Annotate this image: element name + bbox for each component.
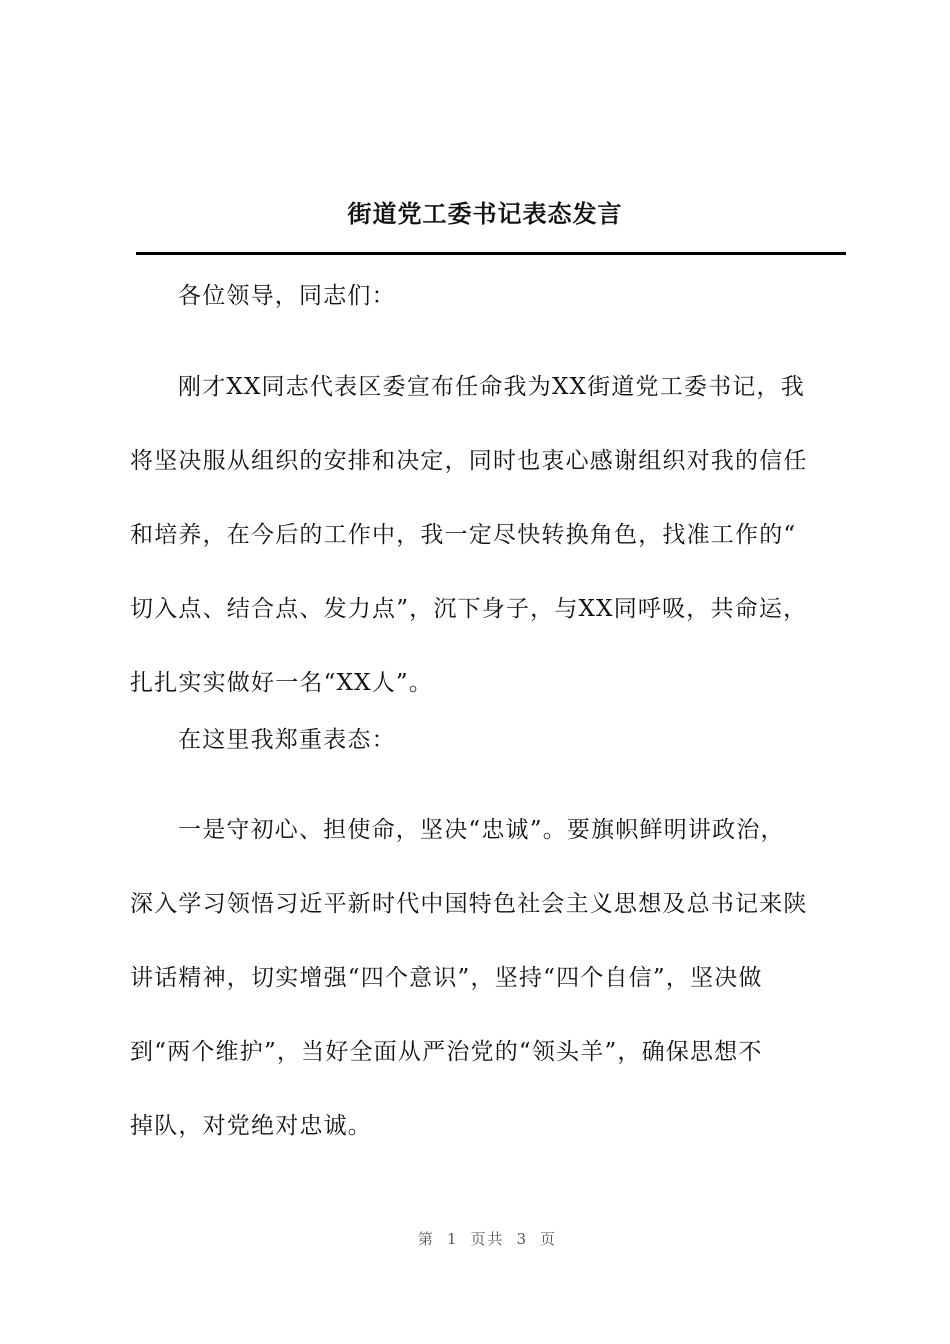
- paragraph-line: 到“两个维护”，当好全面从严治党的“领头羊”，确保思想不: [130, 1039, 763, 1065]
- appointment-paragraph: [130, 350, 845, 720]
- paragraph-line: 扎扎实实做好一名“XX人”。: [130, 670, 434, 696]
- paragraph-line: 深入学习领悟习近平新时代中国特色社会主义思想及总书记来陕: [130, 891, 808, 917]
- point-one-paragraph: [130, 793, 845, 1163]
- greeting-paragraph: 各位领导，同志们：: [178, 283, 396, 309]
- document-title: 街道党工委书记表态发言: [347, 200, 623, 228]
- footer-prefix: 第: [417, 1230, 435, 1248]
- paragraph-line: 掉队，对党绝对忠诚。: [130, 1113, 372, 1139]
- paragraph-line: 将坚决服从组织的安排和决定，同时也衷心感谢组织对我的信任: [130, 448, 808, 474]
- statement-paragraph: 在这里我郑重表态：: [178, 727, 396, 753]
- paragraph-line: 和培养，在今后的工作中，我一定尽快转换角色，找准工作的“: [130, 522, 797, 548]
- footer-page-current: 1: [446, 1230, 459, 1248]
- paragraph-line: 切入点、结合点、发力点”，沉下身子，与XX同呼吸，共命运，: [130, 596, 808, 622]
- paragraph-line: 刚才XX同志代表区委宣布任命我为XX街道党工委书记，我: [178, 374, 805, 400]
- footer-middle: 页共: [470, 1230, 505, 1248]
- footer-suffix: 页: [540, 1230, 558, 1248]
- page-footer: [0, 1228, 950, 1249]
- paragraph-line: 一是守初心、担使命，坚决“忠诚”。要旗帜鲜明讲政治，: [178, 817, 785, 843]
- paragraph-line: 讲话精神，切实增强“四个意识”，坚持“四个自信”，坚决做: [130, 965, 763, 991]
- title-underline-rule: [136, 252, 846, 255]
- footer-page-total: 3: [516, 1230, 529, 1248]
